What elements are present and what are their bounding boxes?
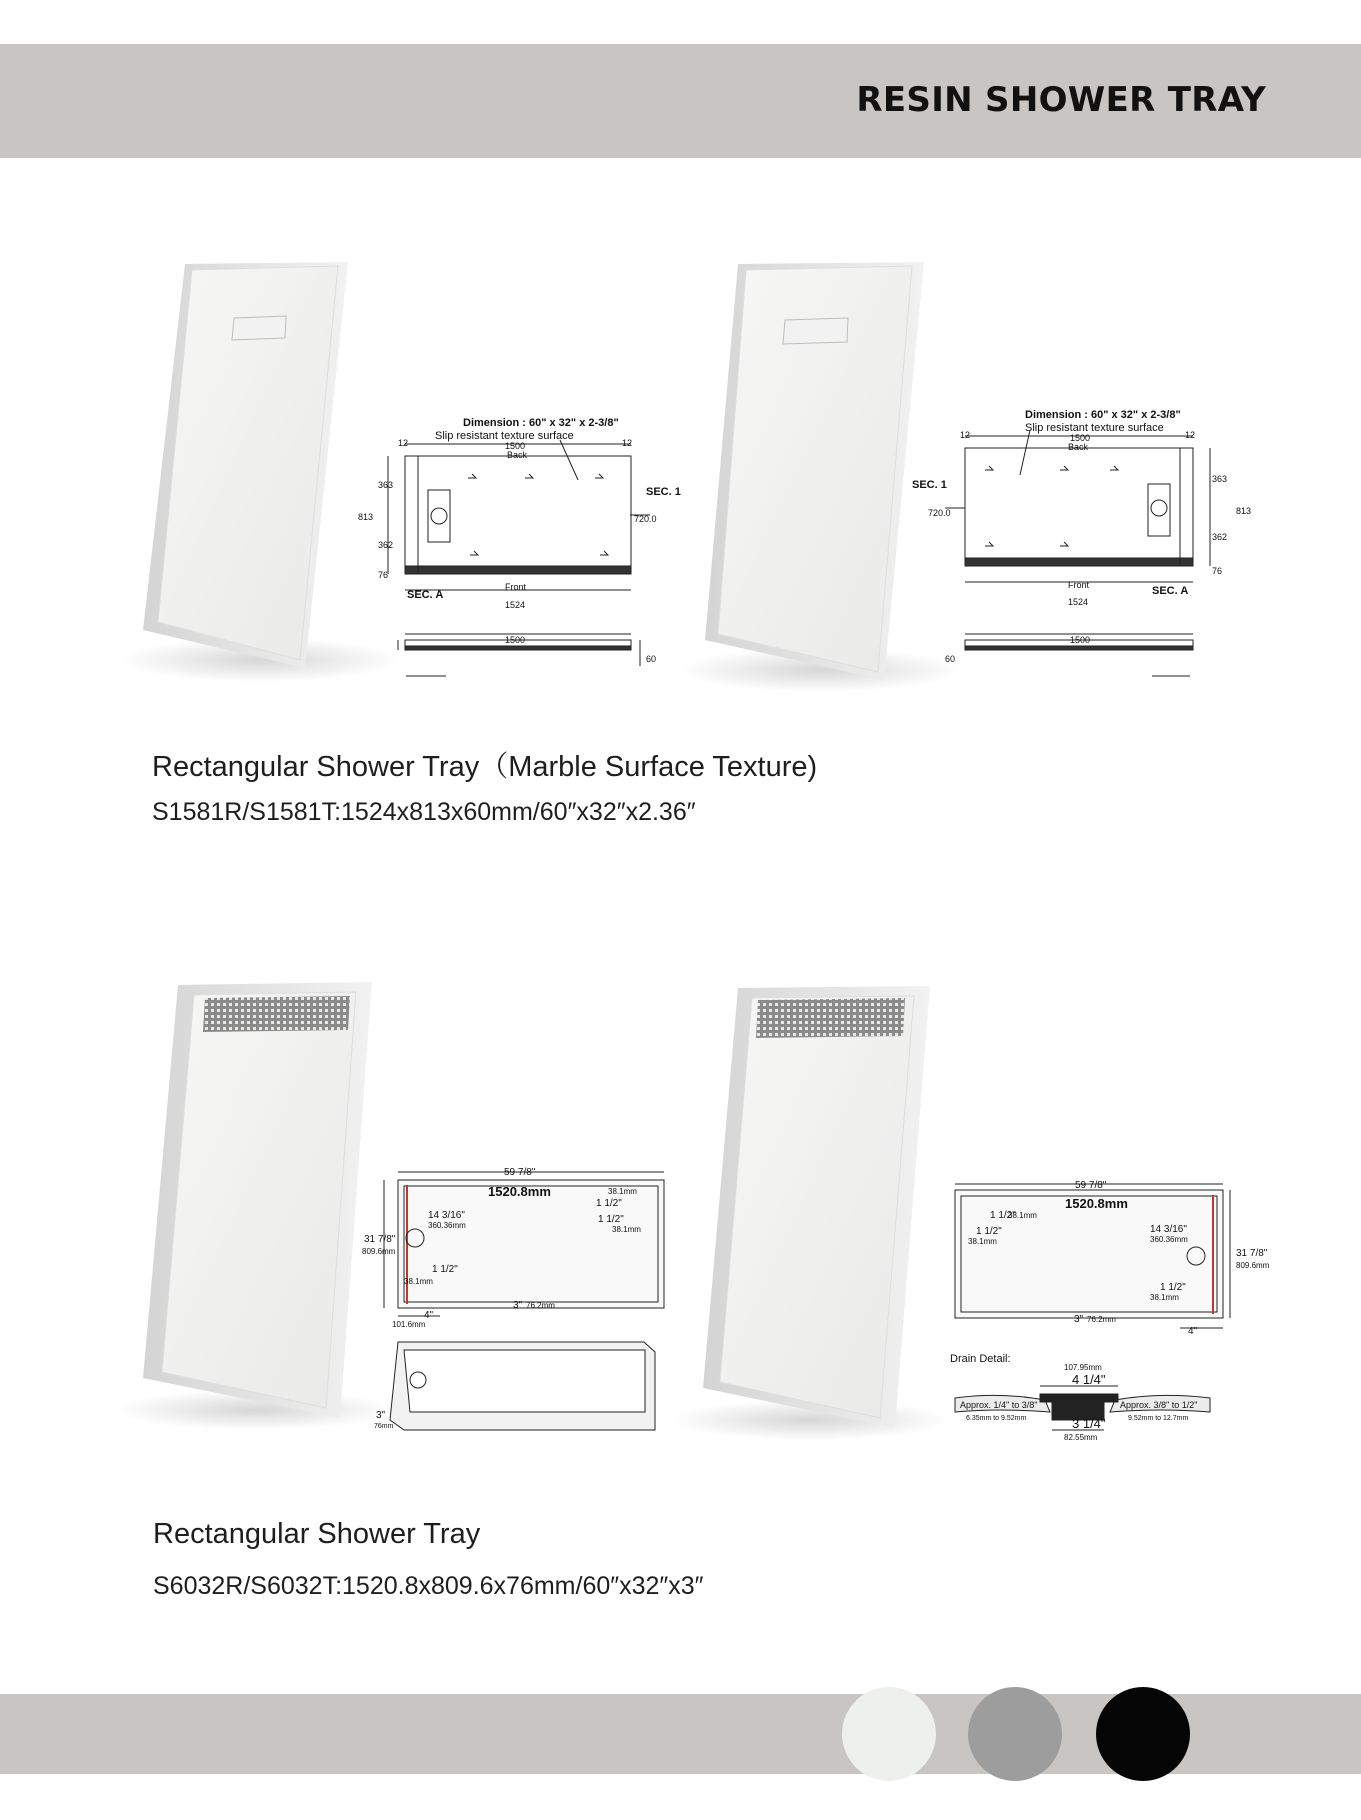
drawing2r-margin-in-top: 1 1/2" <box>990 1210 1016 1221</box>
drawing2r-margin-mm-left: 38.1mm <box>968 1237 997 1246</box>
product-2-spec: S6032R/S6032T:1520.8x809.6x76mm/60″x32″x3″ <box>153 1572 704 1600</box>
drawing2r-approx-left-mm: 6.35mm to 9.52mm <box>966 1415 1027 1422</box>
drawing1-width: 813 <box>358 512 374 522</box>
drawing2r-flange-mm: 107.95mm <box>1064 1363 1102 1372</box>
drawing2r-drain-mm: 360.36mm <box>1150 1235 1188 1244</box>
drawing2-height-in: 3" <box>376 1410 386 1421</box>
drawing2r-drain-detail: Drain Detail: <box>950 1353 1011 1365</box>
drawing2r-flange-in: 4 1/4" <box>1072 1372 1106 1387</box>
drawing2-drain-in: 14 3/16" <box>428 1210 465 1221</box>
drawing2-margin-mm-right: 38.1mm <box>612 1225 641 1234</box>
tray-image-grate-left <box>115 982 395 1430</box>
drawing2r-width-mm: 809.6mm <box>1236 1261 1270 1270</box>
drawing2-margin-in-top: 1 1/2" <box>596 1198 622 1209</box>
drawing1r-upper: 363 <box>1212 474 1228 484</box>
drawing-1-right-labels <box>912 409 1251 664</box>
drawing2-len-mm: 1520.8mm <box>488 1184 551 1199</box>
color-swatch-black <box>1096 1687 1190 1781</box>
drawing1r-edge-right: 12 <box>1185 430 1196 440</box>
drawing1r-edge-left: 12 <box>960 430 971 440</box>
drawing1-back: Back <box>507 450 528 460</box>
drawing1-height: 60 <box>646 654 657 664</box>
drawing2r-approx-right: Approx. 3/8" to 1/2" <box>1120 1400 1198 1410</box>
drawing2-width-in: 31 7/8" <box>364 1234 396 1245</box>
drawing2r-margin-in-left: 1 1/2" <box>976 1226 1002 1237</box>
technical-drawing-2-left <box>384 1172 664 1430</box>
drawing1r-lip: 76 <box>1212 566 1223 576</box>
page-title: RESIN SHOWER TRAY <box>856 80 1266 120</box>
drawing1-front: Front <box>505 582 527 592</box>
drawing1r-len-outer: 1524 <box>1068 597 1089 607</box>
drawing1r-secA: SEC. A <box>1152 585 1189 597</box>
drawing2r-lip-in: 3" <box>1074 1314 1084 1325</box>
drawing2r-margin-mm-bottom: 38.1mm <box>1150 1293 1179 1302</box>
color-swatch-white <box>842 1687 936 1781</box>
drawing2r-approx-right-mm: 9.52mm to 12.7mm <box>1128 1415 1189 1422</box>
drawing1r-lower: 362 <box>1212 532 1228 542</box>
drawing2-len-in: 59 7/8" <box>504 1167 536 1178</box>
drawing2-lip-in: 3" <box>513 1300 523 1311</box>
drawing1-upper: 363 <box>378 480 394 490</box>
drawing1r-dimension: Dimension : 60" x 32" x 2-3/8" <box>1025 409 1181 421</box>
drawing1r-front: Front <box>1068 580 1090 590</box>
tray-image-marble-left <box>120 262 400 682</box>
tray-image-grate-right <box>670 986 950 1440</box>
drawing1-sec1: SEC. 1 <box>646 486 681 498</box>
tray-image-marble-right <box>680 262 960 692</box>
drawing2-margin-in-right: 1 1/2" <box>598 1214 624 1225</box>
drawing1-len-inner: 1500 <box>505 441 526 451</box>
drawing1r-len-inner: 1500 <box>1070 433 1091 443</box>
product-1-title: Rectangular Shower Tray（Marble Surface Texture) <box>152 751 818 783</box>
drawing2-off-in: 4" <box>424 1310 434 1321</box>
drawing1-secA: SEC. A <box>407 589 444 601</box>
drawing1r-back: Back <box>1068 442 1089 452</box>
drawing1-inner-width: 720.0 <box>634 514 657 524</box>
drawing2-drain-mm: 360.36mm <box>428 1221 466 1230</box>
drawing1r-sec1: SEC. 1 <box>912 479 947 491</box>
drawing2-margin-mm: 38.1mm <box>404 1277 433 1286</box>
drawing1r-height: 60 <box>945 654 956 664</box>
drawing2-off-mm: 101.6mm <box>392 1320 426 1329</box>
drawing2-lip-mm: 76.2mm <box>526 1301 555 1310</box>
drawing2r-lip-mm: 76.2mm <box>1087 1315 1116 1324</box>
drawing2r-approx-left: Approx. 1/4" to 3/8" <box>960 1400 1038 1410</box>
drawing2r-len-mm: 1520.8mm <box>1065 1196 1128 1211</box>
drawing2r-drain-in: 14 3/16" <box>1150 1224 1187 1235</box>
drawing2r-off-in: 4" <box>1188 1326 1198 1337</box>
drawing1r-surface: Slip resistant texture surface <box>1025 422 1164 434</box>
drawing1-edge-right: 12 <box>622 438 633 448</box>
drawing1-lip: 76 <box>378 570 389 580</box>
drawing2r-body-mm: 82.55mm <box>1064 1433 1098 1442</box>
drawing1-edge-left: 12 <box>398 438 409 448</box>
product-1-spec: S1581R/S1581T:1524x813x60mm/60″x32″x2.36″ <box>152 798 696 826</box>
drawing1-side-len: 1500 <box>505 635 526 645</box>
drawing2-height-mm: 76mm <box>374 1423 394 1430</box>
drawing2r-margin-mm-top: 38.1mm <box>1008 1211 1037 1220</box>
drawing1r-width: 813 <box>1236 506 1252 516</box>
drawing2r-len-in: 59 7/8" <box>1075 1180 1107 1191</box>
drawing2r-width-in: 31 7/8" <box>1236 1248 1268 1259</box>
drawing2-width-mm: 809.6mm <box>362 1247 396 1256</box>
drawing2-margin-mm-top: 38.1mm <box>608 1187 637 1196</box>
drawing1-len-outer: 1524 <box>505 600 526 610</box>
drawing2-margin-in: 1 1/2" <box>432 1264 458 1275</box>
drawing1-surface: Slip resistant texture surface <box>435 430 574 442</box>
drawing1r-inner-width: 720.0 <box>928 508 951 518</box>
drawing-1-left-labels <box>358 417 681 664</box>
color-swatch-grey <box>968 1687 1062 1781</box>
drawing1-lower: 362 <box>378 540 394 550</box>
product-2-title: Rectangular Shower Tray <box>153 1518 481 1550</box>
drawing2r-body-in: 3 1/4" <box>1072 1416 1106 1431</box>
drawing1r-side-len: 1500 <box>1070 635 1091 645</box>
drawing2r-margin-in-bottom: 1 1/2" <box>1160 1282 1186 1293</box>
drawing1-dimension: Dimension : 60" x 32" x 2-3/8" <box>463 417 619 429</box>
